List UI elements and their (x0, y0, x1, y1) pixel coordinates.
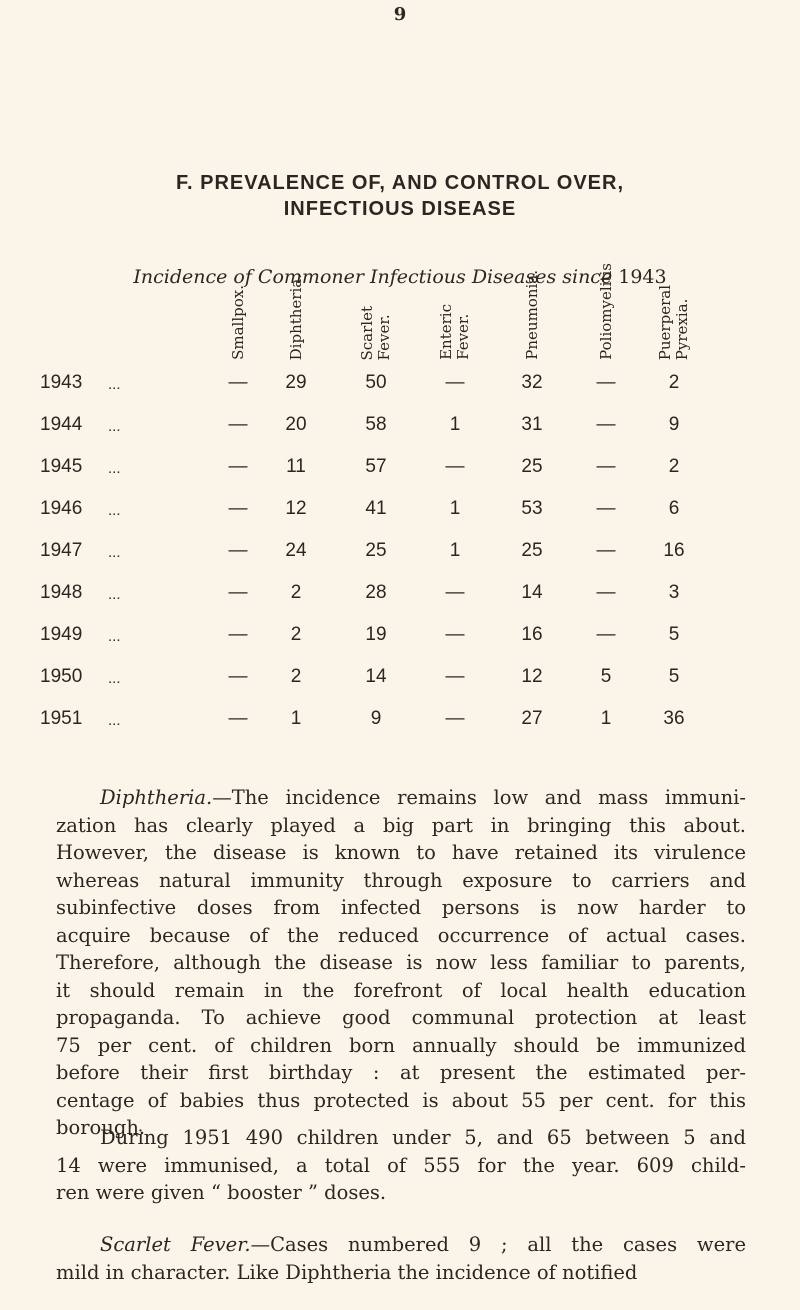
column-header-line: Fever. (375, 313, 393, 360)
leader-dots: ... (108, 712, 121, 729)
leader-dots: ... (108, 460, 121, 477)
paragraph-text: acquire because of the reduced occurrence of actual cases. (56, 923, 746, 947)
paragraph-lead: Scarlet Fever. (100, 1233, 251, 1256)
column-header (657, 285, 691, 360)
table-row (0, 414, 800, 444)
column-header-line: Fever. (454, 313, 472, 360)
table-row (0, 456, 800, 486)
paragraph-line (56, 1034, 746, 1057)
paragraph-lead: Diphtheria. (100, 786, 213, 809)
table-cell: 9 (668, 414, 680, 435)
table-row (0, 624, 800, 654)
year-cell: 1944 (40, 414, 83, 435)
column-header (438, 304, 472, 360)
year-cell: 1946 (40, 498, 83, 519)
paragraph-text: it should remain in the forefront of local health education (56, 978, 746, 1002)
table-title-text: Incidence of Commoner Infectious Diseases since (133, 266, 613, 288)
table-cell: 24 (285, 540, 307, 561)
table-cell: 5 (600, 666, 612, 687)
table-row (0, 708, 800, 738)
table-cell: — (228, 708, 248, 729)
paragraph-line (56, 924, 746, 947)
table-cell: 12 (521, 666, 543, 687)
paragraph-line (100, 786, 746, 809)
table-cell: 32 (521, 372, 543, 393)
table-cell: — (228, 624, 248, 645)
table-row (0, 582, 800, 612)
table-cell: 2 (668, 372, 680, 393)
leader-dots: ... (108, 502, 121, 519)
table-cell: 14 (365, 666, 387, 687)
column-header (288, 274, 305, 360)
table-cell: 1 (290, 708, 302, 729)
year-cell: 1947 (40, 540, 83, 561)
column-header-line: Puerperal (656, 284, 674, 360)
leader-dots: ... (108, 628, 121, 645)
paragraph-line (56, 1061, 746, 1084)
paragraph-line (100, 1126, 746, 1149)
paragraph-line (56, 1006, 746, 1029)
table-cell: 5 (668, 666, 680, 687)
leader-dots: ... (108, 670, 121, 687)
table-cell: 28 (365, 582, 387, 603)
column-header (524, 270, 541, 360)
table-cell: 27 (521, 708, 543, 729)
column-header-line: Scarlet (358, 305, 376, 360)
paragraph-text: —Cases numbered 9 ; all the cases were (250, 1233, 747, 1256)
table-cell: — (228, 540, 248, 561)
column-header-line: Poliomyelitis (596, 263, 615, 360)
paragraph-line (100, 1233, 746, 1256)
leader-dots: ... (108, 544, 121, 561)
table-cell: 9 (370, 708, 382, 729)
paragraph-line (56, 1089, 746, 1112)
table-row (0, 540, 800, 570)
paragraph-line (56, 841, 746, 864)
table-cell: — (228, 666, 248, 687)
table-cell: 2 (290, 666, 302, 687)
paragraph-text: mild in character. Like Diphtheria the incidence of notified (56, 1260, 638, 1284)
paragraph-text: ren were given “ booster ” doses. (56, 1181, 387, 1204)
table-cell: 19 (365, 624, 387, 645)
table-cell: — (596, 372, 616, 393)
table-row (0, 666, 800, 696)
section-heading-line-1: F. PREVALENCE OF, AND CONTROL OVER, (176, 172, 624, 194)
table-cell: 41 (365, 498, 387, 519)
paragraph-text: before their first birthday : at present the estimated per- (56, 1061, 746, 1084)
column-header (598, 263, 615, 360)
paragraph-text: subinfective doses from infected persons is now harder to (56, 896, 746, 919)
leader-dots: ... (108, 376, 121, 393)
column-header-line: Enteric (437, 304, 455, 360)
column-header (359, 306, 393, 361)
page-number: 9 (393, 4, 407, 25)
table-cell: 6 (668, 498, 680, 519)
paragraph-text: However, the disease is known to have retained its virulence (56, 841, 746, 864)
paragraph-text: centage of babies thus protected is about 55 per cent. for this (56, 1088, 746, 1112)
table-title-year: 1943 (618, 266, 667, 288)
paragraph-text: During 1951 490 children under 5, and 65 between 5 and (100, 1126, 746, 1149)
table-cell: — (596, 456, 616, 477)
column-header-line: Smallpox. (228, 285, 247, 360)
table-cell: 12 (285, 498, 307, 519)
table-cell: — (228, 498, 248, 519)
table-cell: — (445, 708, 465, 729)
table-cell: 16 (521, 624, 543, 645)
paragraph-line (56, 814, 746, 837)
paragraph-line (56, 979, 746, 1002)
paragraph-text: Therefore, although the disease is now less familiar to parents, (56, 951, 746, 974)
paragraph-line (56, 951, 746, 974)
column-header-line: Diphtheria. (286, 273, 305, 360)
year-cell: 1943 (40, 372, 83, 393)
year-cell: 1948 (40, 582, 83, 603)
section-heading-line-2: INFECTIOUS DISEASE (283, 198, 517, 220)
table-cell: 25 (521, 456, 543, 477)
column-header-line: Pneumonia. (522, 270, 541, 360)
table-cell: 25 (521, 540, 543, 561)
table-cell: 57 (365, 456, 387, 477)
table-cell: 2 (668, 456, 680, 477)
table-cell: 58 (365, 414, 387, 435)
table-cell: 14 (521, 582, 543, 603)
table-cell: 1 (449, 498, 461, 519)
table-cell: — (228, 414, 248, 435)
paragraph-text: —The incidence remains low and mass immuni- (212, 786, 746, 809)
paragraph-line (56, 1261, 746, 1284)
paragraph-text: 75 per cent. of children born annually should be immunized (56, 1033, 746, 1057)
table-cell: — (596, 498, 616, 519)
table-cell: 1 (449, 540, 461, 561)
table-cell: 2 (290, 624, 302, 645)
year-cell: 1949 (40, 624, 83, 645)
column-header (230, 285, 247, 360)
leader-dots: ... (108, 418, 121, 435)
paragraph-text: propaganda. To achieve good communal protection at least (56, 1006, 746, 1029)
table-cell: 29 (285, 372, 307, 393)
table-cell: — (445, 456, 465, 477)
paragraph-text: borough. (56, 1116, 146, 1139)
paragraph-text: whereas natural immunity through exposure to carriers and (56, 868, 746, 892)
year-cell: 1951 (40, 708, 83, 729)
year-cell: 1950 (40, 666, 83, 687)
table-cell: 31 (521, 414, 543, 435)
paragraph-text: 14 were immunised, a total of 555 for the year. 609 child- (56, 1153, 746, 1177)
table-cell: — (228, 456, 248, 477)
table-cell: 2 (290, 582, 302, 603)
table-cell: 1 (600, 708, 612, 729)
table-cell: 20 (285, 414, 307, 435)
table-cell: 3 (668, 582, 680, 603)
table-cell: — (445, 666, 465, 687)
leader-dots: ... (108, 586, 121, 603)
table-cell: 16 (663, 540, 685, 561)
table-cell: — (596, 540, 616, 561)
table-cell: — (228, 582, 248, 603)
table-cell: — (445, 582, 465, 603)
paragraph-text: zation has clearly played a big part in bringing this about. (56, 813, 746, 837)
table-cell: — (445, 624, 465, 645)
paragraph-line (56, 1181, 746, 1204)
table-cell: — (445, 372, 465, 393)
table-row (0, 498, 800, 528)
table-cell: 1 (449, 414, 461, 435)
year-cell: 1945 (40, 456, 83, 477)
paragraph-line (56, 869, 746, 892)
table-cell: 11 (286, 456, 306, 477)
table-cell: 53 (521, 498, 543, 519)
table-cell: — (596, 582, 616, 603)
table-cell: 5 (668, 624, 680, 645)
table-cell: — (228, 372, 248, 393)
table-cell: 36 (663, 708, 685, 729)
table-cell: — (596, 624, 616, 645)
table-cell: 50 (365, 372, 387, 393)
table-cell: 25 (365, 540, 387, 561)
table-row (0, 372, 800, 402)
paragraph-line (56, 896, 746, 919)
table-cell: — (596, 414, 616, 435)
paragraph-line (56, 1154, 746, 1177)
column-header-line: Pyrexia. (673, 298, 691, 360)
